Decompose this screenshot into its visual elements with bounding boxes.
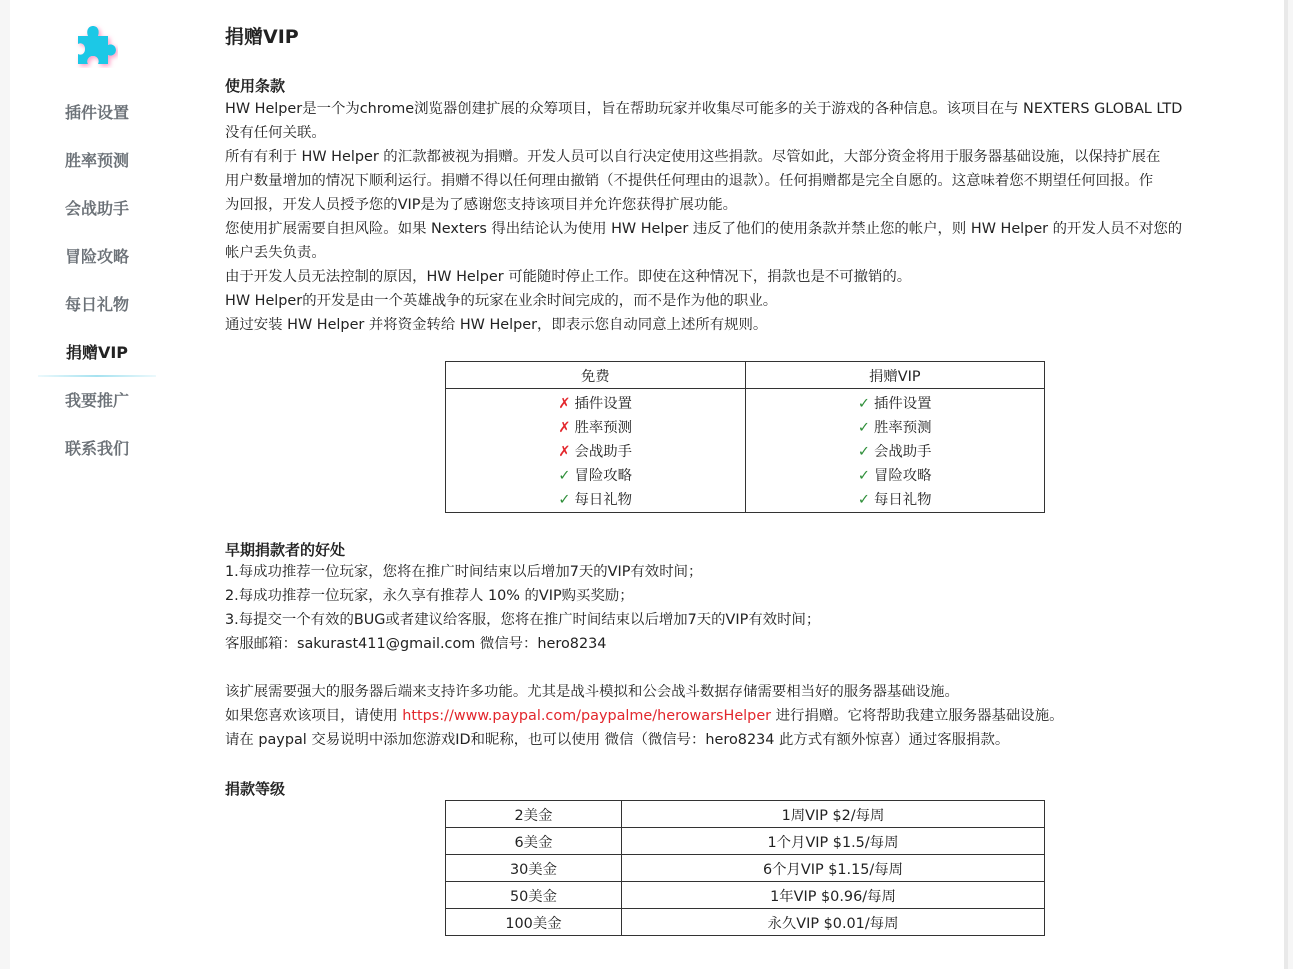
feature-label: 会战助手: [574, 444, 633, 460]
free-features-cell: [446, 389, 746, 513]
cross-icon: ✗: [558, 444, 571, 460]
feature-label: 胜率预测: [574, 420, 633, 436]
sidebar-nav: [38, 89, 156, 473]
amount-cell: 2美金: [446, 801, 622, 828]
terms-text: [225, 97, 1270, 337]
terms-line: 为回报，开发人员授予您的VIP是为了感谢您支持该项目并允许您获得扩展功能。: [225, 197, 738, 213]
table-row: [446, 801, 1045, 828]
feature-label: 每日礼物: [873, 492, 932, 508]
sidebar: [10, 0, 200, 969]
support-line: 请在 paypal 交易说明中添加您游戏ID和昵称，也可以使用 微信（微信号：hero8234 此方式有额外惊喜）通过客服捐款。: [225, 732, 1010, 748]
terms-line: HW Helper是一个为chrome浏览器创建扩展的众筹项目，旨在帮助玩家并收集尽可能多的关于游戏的各种信息。该项目在与 NEXTERS GLOBAL LTD: [225, 101, 1183, 117]
check-icon: ✓: [857, 420, 870, 436]
feature-item: [446, 392, 745, 416]
feature-item: [746, 464, 1045, 488]
column-header-free: 免费: [446, 362, 746, 389]
check-icon: ✓: [857, 396, 870, 412]
table-row: [446, 882, 1045, 909]
feature-label: 胜率预测: [873, 420, 932, 436]
feature-item: [446, 416, 745, 440]
page-title: 捐赠VIP: [225, 26, 299, 48]
feature-comparison-table: [445, 361, 1045, 513]
terms-line: 用户数量增加的情况下顺利运行。捐赠不得以任何理由撤销（不提供任何理由的退款）。任何捐赠都是完全自愿的。这意味着您不期望任何回报。作: [225, 173, 1154, 189]
donation-levels-table: [445, 800, 1045, 936]
feature-item: [746, 488, 1045, 512]
terms-line: 没有任何关联。: [225, 125, 326, 141]
description-cell: 1周VIP $2/每周: [622, 801, 1045, 828]
levels-title: 捐款等级: [225, 780, 286, 798]
sidebar-item-contact[interactable]: 联系我们: [64, 439, 129, 458]
feature-label: 冒险攻略: [873, 468, 932, 484]
check-icon: ✓: [857, 444, 870, 460]
feature-item: [746, 416, 1045, 440]
sidebar-item-promote[interactable]: 我要推广: [64, 391, 129, 410]
puzzle-icon[interactable]: [72, 22, 118, 68]
page: [10, 0, 1288, 969]
description-cell: 1年VIP $0.96/每周: [622, 882, 1045, 909]
sidebar-item-win-prediction[interactable]: 胜率预测: [64, 151, 129, 170]
contact-line: 客服邮箱：sakurast411@gmail.com 微信号：hero8234: [225, 636, 607, 652]
feature-item: [446, 488, 745, 512]
terms-line: 帐户丢失负责。: [225, 245, 326, 261]
sidebar-item-donate-vip[interactable]: 捐赠VIP: [38, 329, 156, 377]
amount-cell: 6美金: [446, 828, 622, 855]
benefits-text: [225, 560, 1270, 656]
check-icon: ✓: [558, 468, 571, 484]
table-row: [446, 828, 1045, 855]
terms-line: 由于开发人员无法控制的原因，HW Helper 可能随时停止工作。即使在这种情况下，捐款也是不可撤销的。: [225, 269, 912, 285]
feature-item: [746, 392, 1045, 416]
terms-line: HW Helper的开发是由一个英雄战争的玩家在业余时间完成的，而不是作为他的职业。: [225, 293, 778, 309]
feature-label: 每日礼物: [574, 492, 633, 508]
feature-label: 会战助手: [873, 444, 932, 460]
check-icon: ✓: [857, 492, 870, 508]
terms-title: 使用条款: [225, 77, 286, 95]
feature-item: [746, 440, 1045, 464]
vip-features-cell: [745, 389, 1045, 513]
benefit-line: 3.每提交一个有效的BUG或者建议给客服，您将在推广时间结束以后增加7天的VIP有效时间；: [225, 612, 821, 628]
description-cell: 1个月VIP $1.5/每周: [622, 828, 1045, 855]
terms-line: 所有有利于 HW Helper 的汇款都被视为捐赠。开发人员可以自行决定使用这些捐款。尽管如此，大部分资金将用于服务器基础设施，以保持扩展在: [225, 149, 1161, 165]
table-row: [446, 909, 1045, 936]
support-line: [225, 704, 1270, 728]
sidebar-item-daily-gifts[interactable]: 每日礼物: [64, 295, 129, 314]
sidebar-item-plugin-settings[interactable]: 插件设置: [64, 103, 129, 122]
benefits-title: 早期捐款者的好处: [225, 541, 346, 559]
feature-label: 插件设置: [574, 396, 633, 412]
check-icon: ✓: [558, 492, 571, 508]
check-icon: ✓: [857, 468, 870, 484]
support-text-before-link: 如果您喜欢该项目，请使用: [225, 708, 403, 724]
description-cell: 永久VIP $0.01/每周: [622, 909, 1045, 936]
amount-cell: 30美金: [446, 855, 622, 882]
terms-line: 通过安装 HW Helper 并将资金转给 HW Helper，即表示您自动同意上述所有规则。: [225, 317, 768, 333]
table-row: [446, 855, 1045, 882]
cross-icon: ✗: [558, 396, 571, 412]
description-cell: 6个月VIP $1.15/每周: [622, 855, 1045, 882]
support-text: [225, 680, 1270, 752]
sidebar-item-battle-assistant[interactable]: 会战助手: [64, 199, 129, 218]
benefit-line: 2.每成功推荐一位玩家，永久享有推荐人 10% 的VIP购买奖励；: [225, 588, 634, 604]
feature-item: [446, 440, 745, 464]
paypal-link[interactable]: https://www.paypal.com/paypalme/herowarsHelper: [402, 708, 772, 724]
benefit-line: 1.每成功推荐一位玩家，您将在推广时间结束以后增加7天的VIP有效时间；: [225, 564, 703, 580]
support-text-after-link: 进行捐赠。它将帮助我建立服务器基础设施。: [771, 708, 1064, 724]
cross-icon: ✗: [558, 420, 571, 436]
column-header-vip: 捐赠VIP: [745, 362, 1045, 389]
feature-item: [446, 464, 745, 488]
support-line: 该扩展需要强大的服务器后端来支持许多功能。尤其是战斗模拟和公会战斗数据存储需要相当好的服务器基础设施。: [225, 684, 959, 700]
sidebar-item-adventure-guide[interactable]: 冒险攻略: [64, 247, 129, 266]
terms-line: 您使用扩展需要自担风险。如果 Nexters 得出结论认为使用 HW Helper 违反了他们的使用条款并禁止您的帐户，则 HW Helper 的开发人员不对您的: [225, 221, 1183, 237]
scrollbar-track[interactable]: [1284, 0, 1288, 969]
feature-label: 冒险攻略: [574, 468, 633, 484]
amount-cell: 100美金: [446, 909, 622, 936]
amount-cell: 50美金: [446, 882, 622, 909]
feature-label: 插件设置: [873, 396, 932, 412]
